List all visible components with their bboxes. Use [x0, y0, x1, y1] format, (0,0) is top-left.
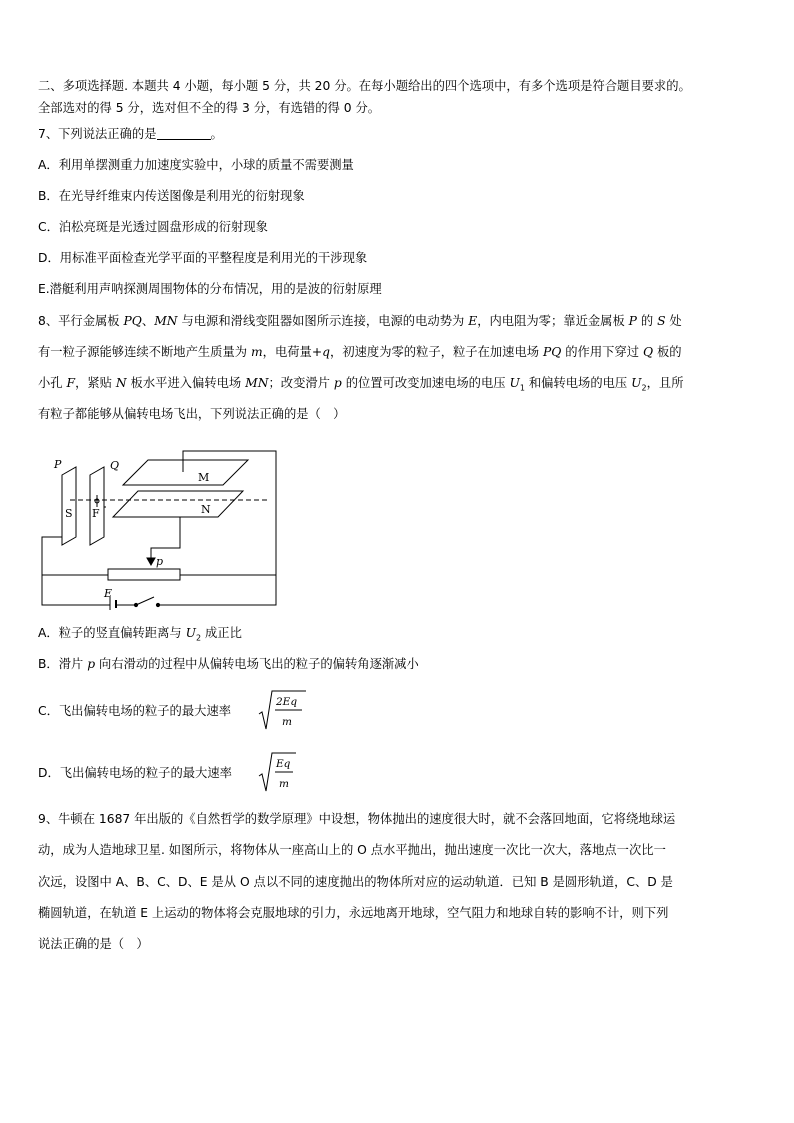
q9-stem-line1: 9、牛顿在 1687 年出版的《自然哲学的数学原理》中设想，物体抛出的速度很大时，就不会落回地面，它将绕地球运: [38, 812, 676, 826]
label-slider-p: p: [156, 555, 164, 568]
svg-text:2Eq: 2Eq: [276, 696, 298, 708]
wire-p: [42, 537, 62, 575]
q7-stem: 7、下列说法正确的是 。: [38, 127, 223, 141]
q8-option-a: A．粒子的竖直偏转距离与 $U_2$ 成正比: [38, 626, 242, 643]
circuit-diagram: [38, 445, 283, 610]
q8-option-c: C．飞出偏转电场的粒子的最大速率: [38, 704, 232, 718]
sqrt-2eq-over-m: [258, 688, 308, 732]
section-heading-line1: 二、多项选择题. 本题共 4 小题，每小题 5 分，共 20 分。在每小题给出的四个选项中，有多个选项是符合题目要求的。: [38, 79, 691, 93]
svg-text:m: m: [279, 778, 289, 790]
q9-stem-line2: 动，成为人造地球卫星. 如图所示，将物体从一座高山上的 O 点水平抛出，抛出速度一次比一次大，落地点一次比一: [38, 843, 666, 857]
slider-arrow: [147, 558, 155, 565]
label-p: P: [54, 458, 62, 471]
q8-option-b: B．滑片 p 向右滑动的过程中从偏转电场飞出的粒子的偏转角逐渐减小: [38, 657, 419, 671]
svg-text:Eq: Eq: [276, 758, 291, 770]
plate-p: [62, 467, 76, 545]
q9-stem-line5: 说法正确的是（ ）: [38, 937, 149, 951]
label-m: M: [198, 471, 210, 484]
q8-stem-line2: 有一粒子源能够连续不断地产生质量为 m，电荷量+q，初速度为零的粒子，粒子在加速电场 PQ 的作用下穿过 Q 板的: [38, 345, 682, 359]
rheostat: [108, 569, 180, 580]
q8-stem-line4: 有粒子都能够从偏转电场飞出，下列说法正确的是（ ）: [38, 407, 346, 421]
plate-n: [113, 491, 243, 517]
q8-stem-line1: 8、平行金属板 PQ、MN 与电源和滑线变阻器如图所示连接，电源的电动势为 E，内电阻为零；靠近金属板 P 的 S 处: [38, 314, 682, 328]
section-heading-line2: 全部选对的得 5 分，选对但不全的得 3 分，有选错的得 0 分。: [38, 101, 381, 115]
sqrt-eq-over-m: [258, 750, 298, 794]
q7-option-d: D．用标准平面检查光学平面的平整程度是利用光的干涉现象: [38, 251, 368, 265]
svg-text:m: m: [282, 716, 292, 728]
label-f: F: [92, 507, 100, 520]
answer-blank: [157, 127, 211, 140]
label-n: N: [201, 503, 211, 516]
q7-option-e: E.潜艇利用声呐探测周围物体的分布情况，用的是波的衍射原理: [38, 282, 382, 296]
label-q: Q: [110, 459, 120, 472]
q7-option-a: A．利用单摆测重力加速度实验中，小球的质量不需要测量: [38, 158, 354, 172]
plate-m: [123, 460, 248, 485]
q7-option-b: B．在光导纤维束内传送图像是利用光的衍射现象: [38, 189, 305, 203]
wire-m: [183, 451, 276, 575]
q7-option-c: C．泊松亮斑是光透过圆盘形成的衍射现象: [38, 220, 268, 234]
q9-stem-line4: 椭圆轨道，在轨道 E 上运动的物体将会克服地球的引力，永远地离开地球，空气阻力和地球自转的影响不计，则下列: [38, 906, 669, 920]
switch-blade: [136, 597, 154, 605]
q8-option-d: D．飞出偏转电场的粒子的最大速率: [38, 766, 232, 780]
label-s: S: [65, 507, 73, 520]
q8-stem-line3: 小孔 F，紧贴 N 板水平进入偏转电场 MN；改变滑片 p 的位置可改变加速电场的电压 $U_1$ 和偏转电场的电压 $U_2$，且所: [38, 376, 684, 393]
wire-bottom-left: [42, 575, 113, 605]
label-e: E: [104, 587, 113, 600]
q9-stem-line3: 次远，设图中 A、B、C、D、E 是从 O 点以不同的速度抛出的物体所对应的运动轨道．已知 B 是圆形轨道，C、D 是: [38, 875, 673, 889]
